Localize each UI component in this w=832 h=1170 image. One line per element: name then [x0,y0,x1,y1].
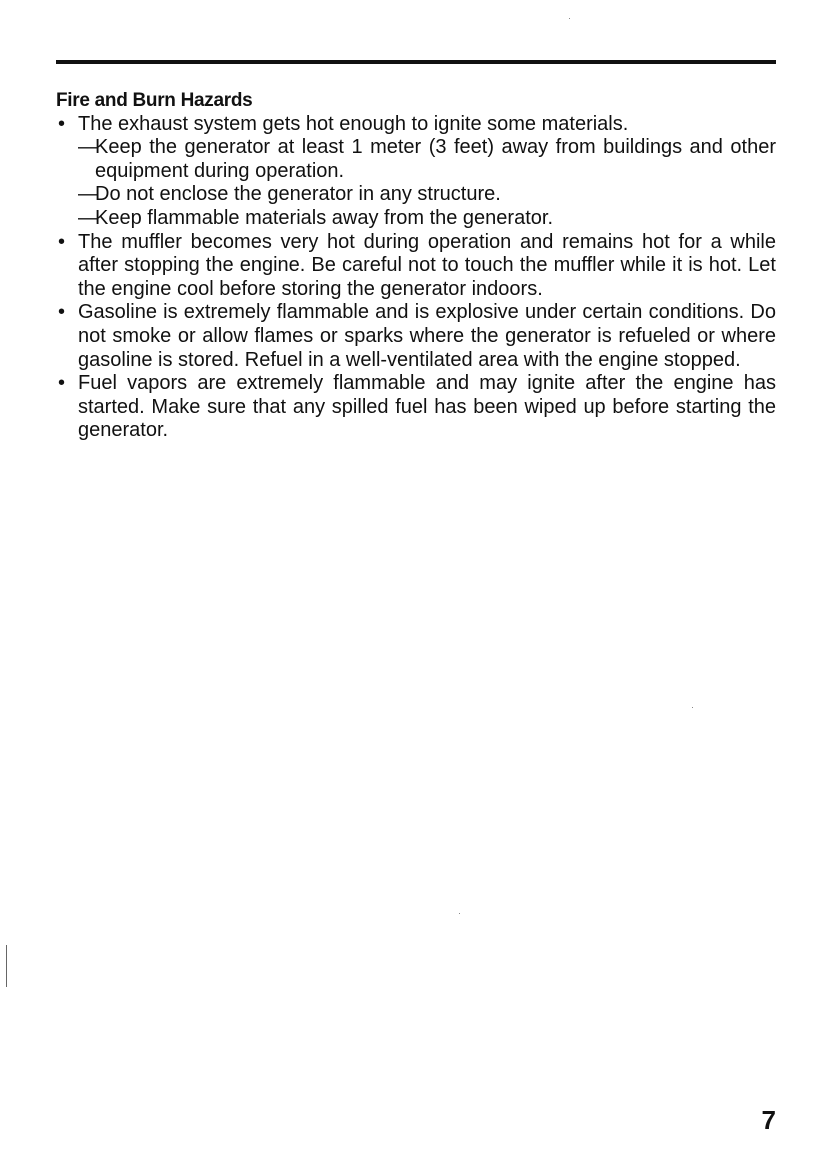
bullet-item-exhaust [56,113,776,231]
bullet-marker: • [58,301,66,324]
scan-speck [569,18,570,19]
bullet-marker: • [58,372,66,395]
dash-marker: — [78,136,98,159]
bullet-text: Fuel vapors are extremely flammable and may ignite after the engine has started. Make sure that any spilled fuel has been wiped up before starting the generator. [78,372,776,442]
dash-marker: — [78,183,98,206]
subitem-text: Do not enclose the generator in any structure. [95,183,501,206]
bullet-marker: • [58,112,66,135]
bullet-item-muffler [56,231,776,302]
bullet-text: The exhaust system gets hot enough to ignite some materials. [78,112,629,135]
subitem-keep-distance [78,136,776,183]
scan-margin-mark [6,945,7,987]
page-content [56,89,776,443]
bullet-text: Gasoline is extremely flammable and is explosive under certain conditions. Do not smoke or allow flames or sparks where the generator is refueled or where gasoline is stored. Refuel in a well-ventilated area with the engine stopped. [78,301,776,371]
subitem-text: Keep flammable materials away from the generator. [95,206,553,229]
subitem-text: Keep the generator at least 1 meter (3 feet) away from buildings and other equipment during operation. [95,136,776,182]
scan-speck [459,913,460,914]
section-heading: Fire and Burn Hazards [56,90,253,111]
scan-speck [692,707,693,708]
bullet-text: The muffler becomes very hot during operation and remains hot for a while after stopping the engine. Be careful not to touch the muffler while it is hot. Let the engine cool before storing the generator indoors. [78,230,776,300]
dash-marker: — [78,206,98,229]
bullet-item-fuel-vapors [56,372,776,443]
top-divider-rule [56,60,776,64]
subitem-flammables-away [78,207,776,231]
subitem-no-enclose [78,183,776,207]
bullet-item-gasoline [56,301,776,372]
page-number: 7 [761,1105,776,1135]
bullet-marker: • [58,230,66,253]
